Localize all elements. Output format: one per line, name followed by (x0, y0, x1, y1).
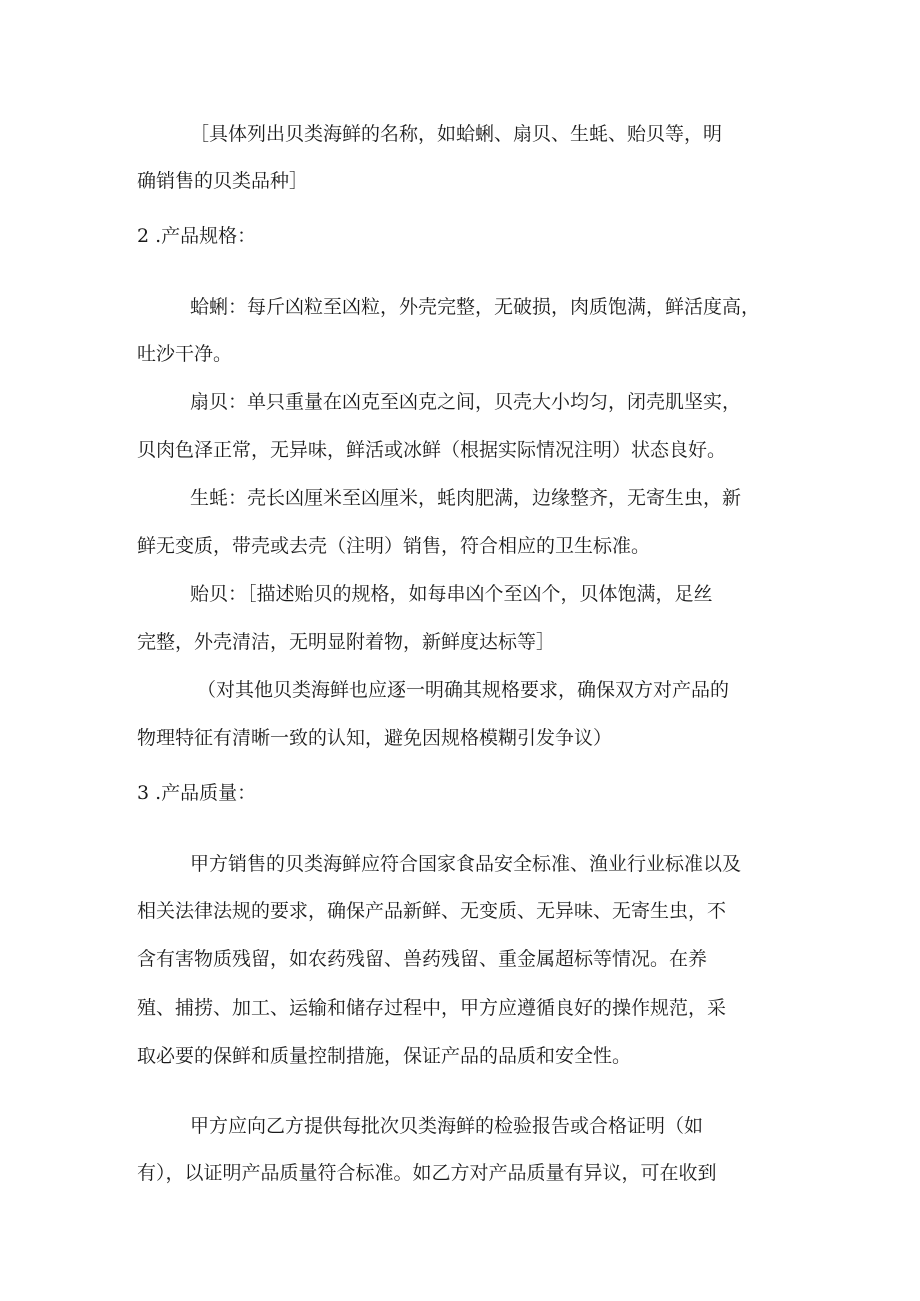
text-line-21: 有），以证明产品质量符合标准。如乙方对产品质量有异议，可在收到 (137, 1162, 717, 1184)
text-line-9: 鲜无变质，带壳或去壳（注明）销售，符合相应的卫生标准。 (137, 535, 651, 557)
text-line-13: 物理特征有清晰一致的认知，避免因规格模糊引发争议） (137, 727, 613, 749)
text-line-8: 生蚝：壳长凶厘米至凶厘米，蚝肉肥满，边缘整齐，无寄生虫，新 (190, 487, 742, 509)
section-heading-3: 3 .产品质量： (137, 782, 257, 804)
text-line-4: 蛤蜊：每斤凶粒至凶粒，外壳完整，无破损，肉质饱满，鲜活度高， (190, 296, 761, 318)
section-heading-2: 2 .产品规格： (137, 225, 257, 247)
text-line-7: 贝肉色泽正常，无异味，鲜活或冰鲜（根据实际情况注明）状态良好。 (137, 439, 727, 461)
text-line-1: ［具体列出贝类海鲜的名称，如蛤蜊、扇贝、生蚝、贻贝等，明 (190, 123, 723, 145)
text-line-5: 吐沙干净。 (137, 343, 233, 365)
text-line-2: 确销售的贝类品种］ (137, 170, 309, 192)
text-line-11: 完整，外壳清洁，无明显附着物，新鲜度达标等］ (137, 631, 556, 653)
text-line-17: 含有害物质残留，如农药残留、兽药残留、重金属超标等情况。在养 (137, 948, 708, 970)
text-line-12: （对其他贝类海鲜也应逐一明确其规格要求，确保双方对产品的 (197, 679, 730, 701)
text-line-6: 扇贝：单只重量在凶克至凶克之间，贝壳大小均匀，闭壳肌坚实， (190, 391, 742, 413)
text-line-15: 甲方销售的贝类海鲜应符合国家食品安全标准、渔业行业标准以及 (190, 853, 742, 875)
text-line-10: 贻贝：［描述贻贝的规格，如每串凶个至凶个，贝体饱满，足丝 (190, 583, 713, 605)
text-line-16: 相关法律法规的要求，确保产品新鲜、无变质、无异味、无寄生虫，不 (137, 900, 727, 922)
text-line-19: 取必要的保鲜和质量控制措施，保证产品的品质和安全性。 (137, 1045, 632, 1067)
text-line-18: 殖、捕捞、加工、运输和储存过程中，甲方应遵循良好的操作规范，采 (137, 997, 727, 1019)
text-line-20: 甲方应向乙方提供每批次贝类海鲜的检验报告或合格证明（如 (190, 1115, 704, 1137)
